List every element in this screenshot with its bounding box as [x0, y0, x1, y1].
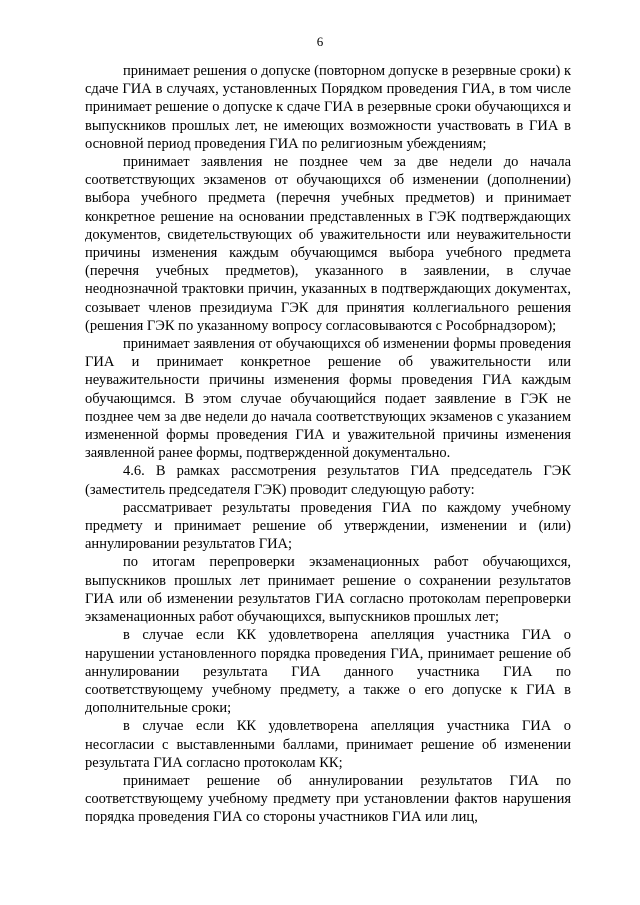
paragraph-recheck-results: по итогам перепроверки экзаменационных работ обучающихся, выпускников прошлых лет принимает решение о сохранении результатов ГИА или об изменении результатов ГИА согласно протоколам перепроверки экзаменационных работ обучающихся, выпускников прошлых лет;	[85, 554, 571, 626]
paragraph-appeal-procedure: в случае если КК удовлетворена апелляция участника ГИА о нарушении установленного порядка проведения ГИА, принимает решение об аннулировании результата ГИА данного участника ГИА по соответствующему учебному предмету, а также о его допуске к ГИА в дополнительные сроки;	[85, 627, 571, 717]
paragraph-section-4-6: 4.6. В рамках рассмотрения результатов ГИА председатель ГЭК (заместитель председателя ГЭК) проводит следующую работу:	[85, 463, 571, 498]
paragraph-subject-change-applications: принимает заявления не позднее чем за две недели до начала соответствующих экзаменов от обучающихся об изменении (дополнении) выбора учебного предмета (перечня учебных предметов) и принимает конкретное решение на основании представленных в ГЭК подтверждающих документов, свидетельствующих об уважительности или неуважительности причины изменения каждым обучающимся выбора учебного предмета (перечня учебных предметов), указанного в заявлении, в случае неоднозначной трактовки причин, указанных в подтверждающих документах, созывает членов президиума ГЭК для принятия коллегиального решения (решения ГЭК по указанному вопросу согласовываются с Рособрнадзором);	[85, 154, 571, 334]
paragraph-admission-decisions: принимает решения о допуске (повторном допуске в резервные сроки) к сдаче ГИА в случаях, установленных Порядком проведения ГИА, в том числе принимает решение о допуске к сдаче ГИА в резервные сроки обучающихся и выпускников прошлых лет, не имеющих возможности участвовать в ГИА в основной период проведения ГИА по религиозным убеждениям;	[85, 63, 571, 152]
paragraph-annulment: принимает решение об аннулировании результатов ГИА по соответствующему учебному предмету при установлении фактов нарушения порядка проведения ГИА со стороны участников ГИА или лиц,	[85, 772, 571, 826]
document-body	[85, 62, 571, 827]
paragraph-appeal-scores: в случае если КК удовлетворена апелляция участника ГИА о несогласии с выставленными баллами, принимает решение об изменении результата ГИА согласно протоколам КК;	[85, 718, 571, 771]
paragraph-form-change-applications: принимает заявления от обучающихся об изменении формы проведения ГИА и принимает конкретное решение об уважительности или неуважительности причины изменения формы проведения ГИА каждым обучающимся. В этом случае обучающийся подает заявление в ГЭК не позднее чем за две недели до начала соответствующих экзаменов с указанием измененной формы проведения ГИА и уважительной причины изменения заявленной ранее формы, подтвержденной документально.	[85, 336, 571, 462]
paragraph-review-results: рассматривает результаты проведения ГИА по каждому учебному предмету и принимает решение об утверждении, изменении и (или) аннулировании результатов ГИА;	[85, 499, 571, 553]
page-number: 6	[316, 34, 324, 49]
